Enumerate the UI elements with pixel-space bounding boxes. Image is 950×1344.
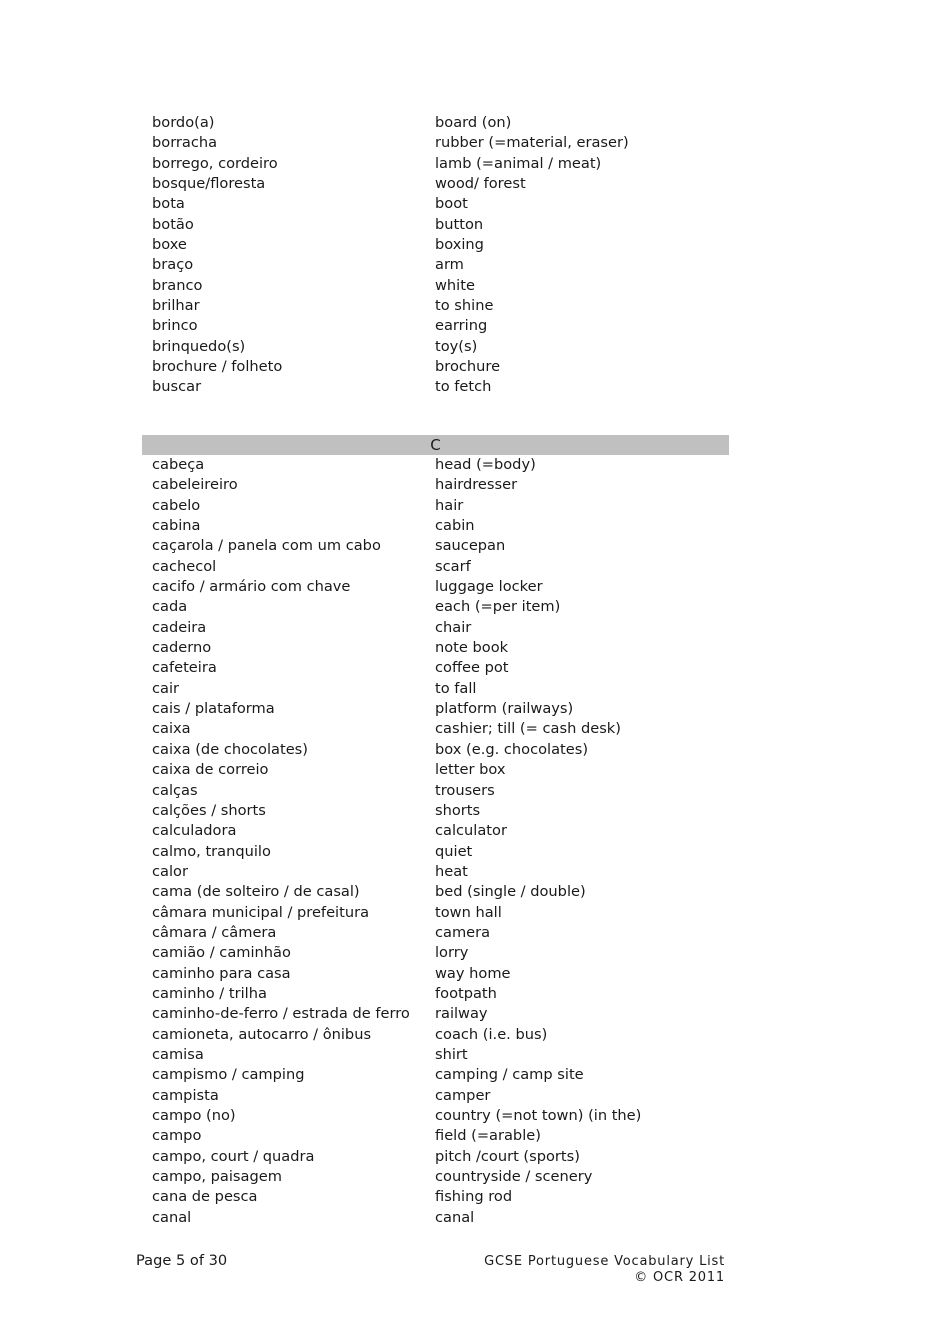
vocab-row — [142, 1167, 729, 1187]
english-translation: chair — [435, 618, 472, 636]
vocab-row — [142, 760, 729, 780]
vocab-row — [142, 964, 729, 984]
vocab-row — [142, 1065, 729, 1085]
vocab-row — [142, 174, 729, 194]
english-translation: to fetch — [435, 378, 492, 396]
english-translation: letter box — [435, 761, 506, 779]
vocab-row — [142, 357, 729, 377]
vocab-row — [142, 577, 729, 597]
portuguese-term: caminho-de-ferro / estrada de ferro — [152, 1005, 410, 1023]
page-number: Page 5 of 30 — [136, 1252, 228, 1269]
vocab-row — [142, 984, 729, 1004]
portuguese-term: camisa — [152, 1045, 204, 1063]
portuguese-term: cafeteira — [152, 659, 217, 677]
vocab-row — [142, 1086, 729, 1106]
vocab-row — [142, 842, 729, 862]
portuguese-term: caçarola / panela com um cabo — [152, 537, 381, 555]
vocab-row — [142, 154, 729, 174]
english-translation: each (=per item) — [435, 598, 561, 616]
portuguese-term: cachecol — [152, 557, 217, 575]
english-translation: arm — [435, 256, 464, 274]
english-translation: shirt — [435, 1045, 468, 1063]
english-translation: lamb (=animal / meat) — [435, 154, 602, 172]
vocab-row — [142, 1106, 729, 1126]
portuguese-term: caminho / trilha — [152, 984, 267, 1002]
portuguese-term: calções / shorts — [152, 801, 266, 819]
portuguese-term: campo, court / quadra — [152, 1147, 315, 1165]
english-translation: rubber (=material, eraser) — [435, 134, 629, 152]
english-translation: toy(s) — [435, 337, 478, 355]
portuguese-term: calor — [152, 862, 188, 880]
portuguese-term: bosque/floresta — [152, 175, 266, 193]
vocab-row — [142, 821, 729, 841]
portuguese-term: cama (de solteiro / de casal) — [152, 883, 360, 901]
english-translation: quiet — [435, 842, 473, 860]
portuguese-term: brinquedo(s) — [152, 337, 246, 355]
english-translation: camera — [435, 923, 491, 941]
vocab-row — [142, 455, 729, 475]
vocab-row — [142, 740, 729, 760]
portuguese-term: calmo, tranquilo — [152, 842, 271, 860]
english-translation: pitch /court (sports) — [435, 1147, 580, 1165]
english-translation: hair — [435, 496, 464, 514]
portuguese-term: camião / caminhão — [152, 944, 291, 962]
vocab-row — [142, 801, 729, 821]
portuguese-term: caixa — [152, 720, 191, 738]
portuguese-term: campismo / camping — [152, 1066, 305, 1084]
portuguese-term: braço — [152, 256, 194, 274]
portuguese-term: bordo(a) — [152, 114, 215, 131]
english-translation: board (on) — [435, 114, 512, 131]
vocab-row — [142, 215, 729, 235]
vocab-row — [142, 557, 729, 577]
english-translation: way home — [435, 964, 511, 982]
english-translation: boot — [435, 195, 468, 213]
portuguese-term: caminho para casa — [152, 964, 291, 982]
english-translation: coffee pot — [435, 659, 509, 677]
english-translation: note book — [435, 639, 509, 657]
english-translation: coach (i.e. bus) — [435, 1025, 548, 1043]
vocab-row — [142, 276, 729, 296]
english-translation: platform (railways) — [435, 700, 574, 718]
vocab-row — [142, 113, 729, 133]
portuguese-term: borrego, cordeiro — [152, 154, 278, 172]
vocab-row — [142, 1004, 729, 1024]
portuguese-term: campo, paisagem — [152, 1168, 282, 1186]
portuguese-term: cair — [152, 679, 180, 697]
portuguese-term: câmara municipal / prefeitura — [152, 903, 370, 921]
portuguese-term: borracha — [152, 134, 218, 152]
english-translation: cashier; till (= cash desk) — [435, 720, 621, 738]
vocab-row — [142, 943, 729, 963]
footer-copyright: © OCR 2011 — [634, 1270, 725, 1285]
english-translation: to fall — [435, 679, 477, 697]
portuguese-term: calculadora — [152, 822, 237, 840]
vocab-row — [142, 1025, 729, 1045]
vocab-row — [142, 194, 729, 214]
english-translation: railway — [435, 1005, 488, 1023]
portuguese-term: canal — [152, 1208, 192, 1226]
portuguese-term: camioneta, autocarro / ônibus — [152, 1025, 372, 1043]
english-translation: fishing rod — [435, 1188, 513, 1206]
vocab-row — [142, 316, 729, 336]
vocab-row — [142, 903, 729, 923]
footer-title: GCSE Portuguese Vocabulary List — [484, 1254, 725, 1269]
english-translation: footpath — [435, 984, 497, 1002]
vocab-row — [142, 719, 729, 739]
vocab-row — [142, 597, 729, 617]
vocab-row — [142, 1187, 729, 1207]
portuguese-term: caixa de correio — [152, 761, 269, 779]
english-translation: camping / camp site — [435, 1066, 584, 1084]
vocab-row — [142, 1126, 729, 1146]
english-translation: bed (single / double) — [435, 883, 586, 901]
english-translation: luggage locker — [435, 578, 543, 596]
vocab-row — [142, 255, 729, 275]
portuguese-term: caixa (de chocolates) — [152, 740, 308, 758]
english-translation: cabin — [435, 517, 475, 535]
english-translation: saucepan — [435, 537, 506, 555]
english-translation: hairdresser — [435, 476, 518, 494]
portuguese-term: cabelo — [152, 496, 201, 514]
english-translation: camper — [435, 1086, 491, 1104]
vocab-row — [142, 618, 729, 638]
vocab-row — [142, 296, 729, 316]
english-translation: lorry — [435, 944, 469, 962]
portuguese-term: cana de pesca — [152, 1188, 258, 1206]
english-translation: canal — [435, 1208, 475, 1226]
vocab-row — [142, 781, 729, 801]
portuguese-term: cabeça — [152, 456, 205, 473]
portuguese-term: câmara / câmera — [152, 923, 277, 941]
vocab-row — [142, 235, 729, 255]
vocab-section-b — [142, 113, 729, 398]
portuguese-term: cabeleireiro — [152, 476, 238, 494]
vocab-row — [142, 1147, 729, 1167]
english-translation: to shine — [435, 297, 494, 315]
vocab-row — [142, 882, 729, 902]
english-translation: country (=not town) (in the) — [435, 1107, 642, 1124]
portuguese-term: brilhar — [152, 297, 200, 315]
section-header-c: C — [142, 435, 729, 455]
portuguese-term: cada — [152, 598, 188, 616]
portuguese-term: buscar — [152, 378, 202, 396]
english-translation: scarf — [435, 557, 471, 575]
vocab-row — [142, 1208, 729, 1228]
english-translation: head (=body) — [435, 456, 536, 473]
portuguese-term: cais / plataforma — [152, 700, 275, 718]
english-translation: field (=arable) — [435, 1127, 541, 1145]
portuguese-term: cabina — [152, 517, 201, 535]
vocab-row — [142, 133, 729, 153]
portuguese-term: campo — [152, 1127, 202, 1145]
vocab-row — [142, 1045, 729, 1065]
vocab-row — [142, 516, 729, 536]
english-translation: calculator — [435, 822, 507, 840]
portuguese-term: brochure / folheto — [152, 358, 283, 376]
vocab-row — [142, 658, 729, 678]
vocab-row — [142, 536, 729, 556]
portuguese-term: branco — [152, 276, 203, 294]
portuguese-term: cadeira — [152, 618, 207, 636]
english-translation: shorts — [435, 801, 481, 819]
vocab-section-c — [142, 455, 729, 1228]
english-translation: trousers — [435, 781, 495, 799]
portuguese-term: botão — [152, 215, 194, 233]
english-translation: heat — [435, 862, 468, 880]
english-translation: brochure — [435, 358, 501, 376]
english-translation: boxing — [435, 236, 484, 254]
portuguese-term: cacifo / armário com chave — [152, 578, 351, 596]
portuguese-term: brinco — [152, 317, 198, 335]
vocab-row — [142, 337, 729, 357]
vocab-row — [142, 923, 729, 943]
vocab-row — [142, 496, 729, 516]
english-translation: button — [435, 215, 484, 233]
portuguese-term: caderno — [152, 639, 212, 657]
english-translation: earring — [435, 317, 488, 335]
portuguese-term: campista — [152, 1086, 219, 1104]
english-translation: town hall — [435, 903, 502, 921]
english-translation: countryside / scenery — [435, 1168, 593, 1186]
vocab-row — [142, 638, 729, 658]
english-translation: white — [435, 276, 475, 294]
portuguese-term: bota — [152, 195, 185, 213]
vocab-row — [142, 475, 729, 495]
portuguese-term: calças — [152, 781, 198, 799]
english-translation: box (e.g. chocolates) — [435, 740, 589, 758]
footer-title-block — [484, 1254, 725, 1286]
vocab-row — [142, 862, 729, 882]
vocab-row — [142, 679, 729, 699]
english-translation: wood/ forest — [435, 175, 526, 193]
portuguese-term: boxe — [152, 236, 187, 254]
portuguese-term: campo (no) — [152, 1107, 236, 1124]
vocab-row — [142, 699, 729, 719]
vocab-row — [142, 377, 729, 397]
